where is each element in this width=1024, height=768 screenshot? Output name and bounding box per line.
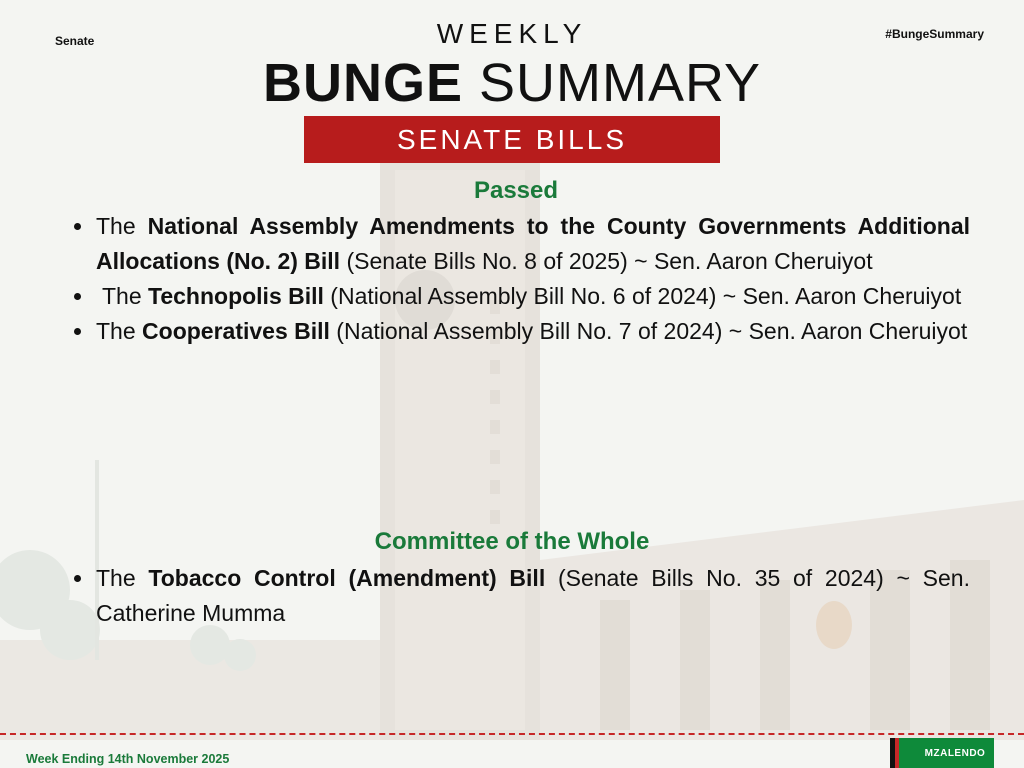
- bullet-icon: [74, 328, 81, 335]
- bill-detail: (National Assembly Bill No. 7 of 2024) ~ Sen. Aaron Cheruiyot: [329, 318, 968, 344]
- bullet-icon: [74, 223, 81, 230]
- bill-prefix: The: [96, 283, 148, 309]
- bill-name: Cooperatives Bill: [142, 318, 330, 344]
- bill-name: National Assembly Amendments to the County Governments Additional Allocations (No. 2) Bill: [96, 213, 970, 274]
- mzalendo-logo: [890, 738, 994, 768]
- week-ending-label: Week Ending 14th November 2025: [26, 752, 230, 766]
- bill-prefix: The: [96, 213, 148, 239]
- bill-detail: (Senate Bills No. 8 of 2025) ~ Sen. Aaron Cheruiyot: [340, 248, 873, 274]
- hashtag-label: #BungeSummary: [885, 27, 984, 41]
- bill-detail: (National Assembly Bill No. 6 of 2024) ~ Sen. Aaron Cheruiyot: [323, 283, 962, 309]
- committee-heading: Committee of the Whole: [374, 528, 650, 555]
- bullet-icon: [74, 575, 81, 582]
- list-item: [96, 314, 970, 349]
- list-item: [96, 561, 970, 631]
- logo-text: [904, 738, 994, 768]
- passed-heading: Passed: [473, 177, 559, 204]
- list-item: [96, 279, 970, 314]
- bill-prefix: The: [96, 565, 149, 591]
- bill-prefix: The: [96, 318, 143, 344]
- committee-bills-list: [96, 561, 970, 631]
- bullet-icon: [74, 293, 81, 300]
- title-bold: BUNGE: [262, 53, 463, 113]
- kenya-flag-icon: [890, 738, 904, 768]
- senate-bills-banner: SENATE BILLS: [304, 116, 720, 163]
- footer-divider: [0, 733, 1024, 735]
- weekly-heading: WEEKLY: [436, 18, 588, 49]
- list-item: [96, 209, 970, 279]
- page-title: [0, 52, 1024, 114]
- bill-name: Technopolis Bill: [148, 283, 324, 309]
- bill-name: Tobacco Control (Amendment) Bill: [148, 565, 546, 591]
- logo-label: MZALENDO: [924, 747, 986, 759]
- bill-detail: (Senate Bills No. 35 of 2024) ~ Sen. Catherine Mumma: [96, 565, 970, 626]
- passed-bills-list: [96, 209, 970, 349]
- senate-label: Senate: [55, 34, 95, 48]
- title-light: SUMMARY: [478, 53, 762, 113]
